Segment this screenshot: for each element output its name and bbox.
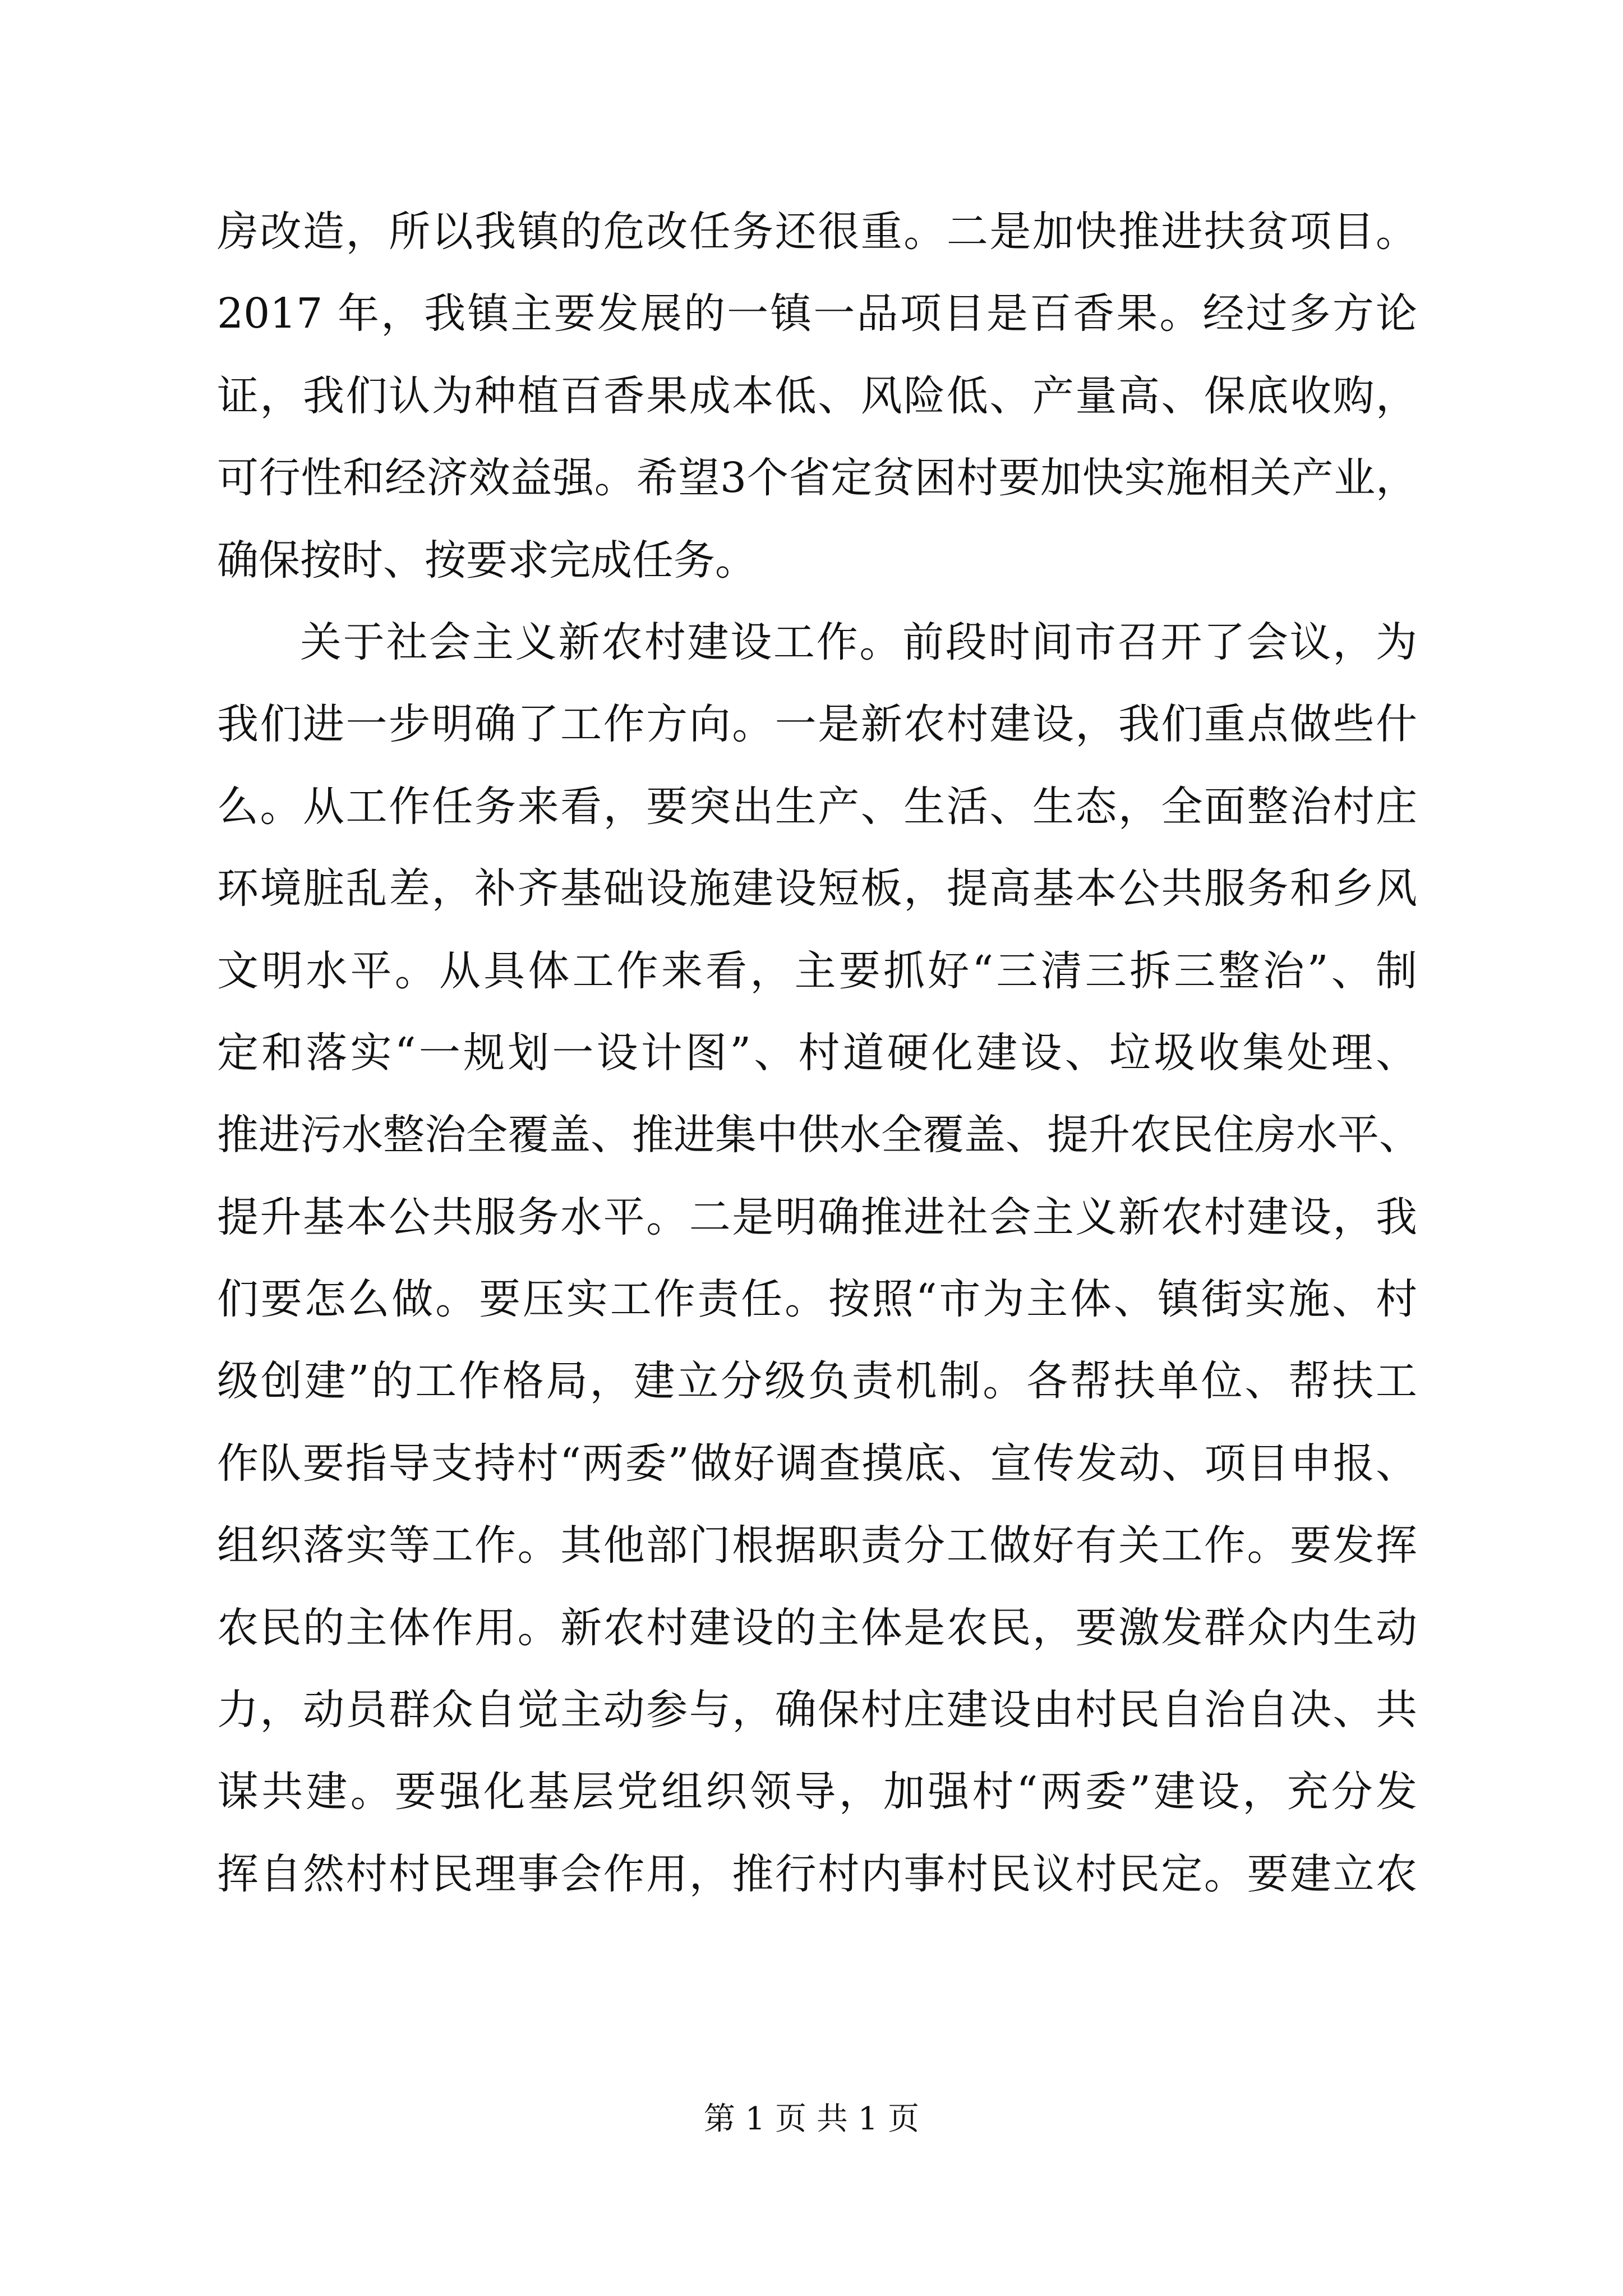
text-line: 证，我们认为种植百香果成本低、风险低、产量高、保底收购，: [217, 371, 1417, 420]
text-line: 我们进一步明确了工作方向。一是新农村建设，我们重点做些什: [217, 700, 1417, 749]
text-line: 么。从工作任务来看，要突出生产、生活、生态，全面整治村庄: [217, 782, 1417, 831]
text-line: 谋共建。要强化基层党组织领导，加强村“两委”建设，充分发: [217, 1768, 1417, 1816]
text-line: 定和落实“一规划一设计图”、村道硬化建设、垃圾收集处理、: [217, 1028, 1417, 1077]
text-line: 组织落实等工作。其他部门根据职责分工做好有关工作。要发挥: [217, 1521, 1417, 1570]
text-line: 房改造，所以我镇的危改任务还很重。二是加快推进扶贫项目。: [217, 208, 1417, 256]
text-line: 文明水平。从具体工作来看，主要抓好“三清三拆三整治”、制: [217, 946, 1417, 995]
text-line: 关于社会主义新农村建设工作。前段时间市召开了会议，为: [300, 618, 1417, 666]
text-line: 2017 年，我镇主要发展的一镇一品项目是百香果。经过多方论: [217, 289, 1417, 338]
text-line: 挥自然村村民理事会作用，推行村内事村民议村民定。要建立农: [217, 1849, 1417, 1898]
text-line: 作队要指导支持村“两委”做好调查摸底、宣传发动、项目申报、: [217, 1439, 1417, 1488]
paragraph: [217, 191, 1417, 601]
text-line: 提升基本公共服务水平。二是明确推进社会主义新农村建设，我: [217, 1193, 1417, 1241]
text-line: 力，动员群众自觉主动参与，确保村庄建设由村民自治自决、共: [217, 1686, 1417, 1734]
text-line: 级创建”的工作格局，建立分级负责机制。各帮扶单位、帮扶工: [217, 1357, 1417, 1406]
text-line: 确保按时、按要求完成任务。: [217, 536, 757, 585]
text-line: 环境脏乱差，补齐基础设施建设短板，提高基本公共服务和乡风: [217, 864, 1417, 913]
page-footer: 第 1 页 共 1 页: [703, 2101, 920, 2137]
paragraph: [217, 601, 1421, 1915]
text-line: 们要怎么做。要压实工作责任。按照“市为主体、镇街实施、村: [217, 1275, 1417, 1324]
text-line: 推进污水整治全覆盖、推进集中供水全覆盖、提升农民住房水平、: [217, 1111, 1421, 1159]
text-line: 可行性和经济效益强。希望3个省定贫困村要加快实施相关产业，: [217, 454, 1417, 503]
text-line: 农民的主体作用。新农村建设的主体是农民，要激发群众内生动: [217, 1603, 1417, 1652]
body-text: [217, 191, 1421, 1915]
